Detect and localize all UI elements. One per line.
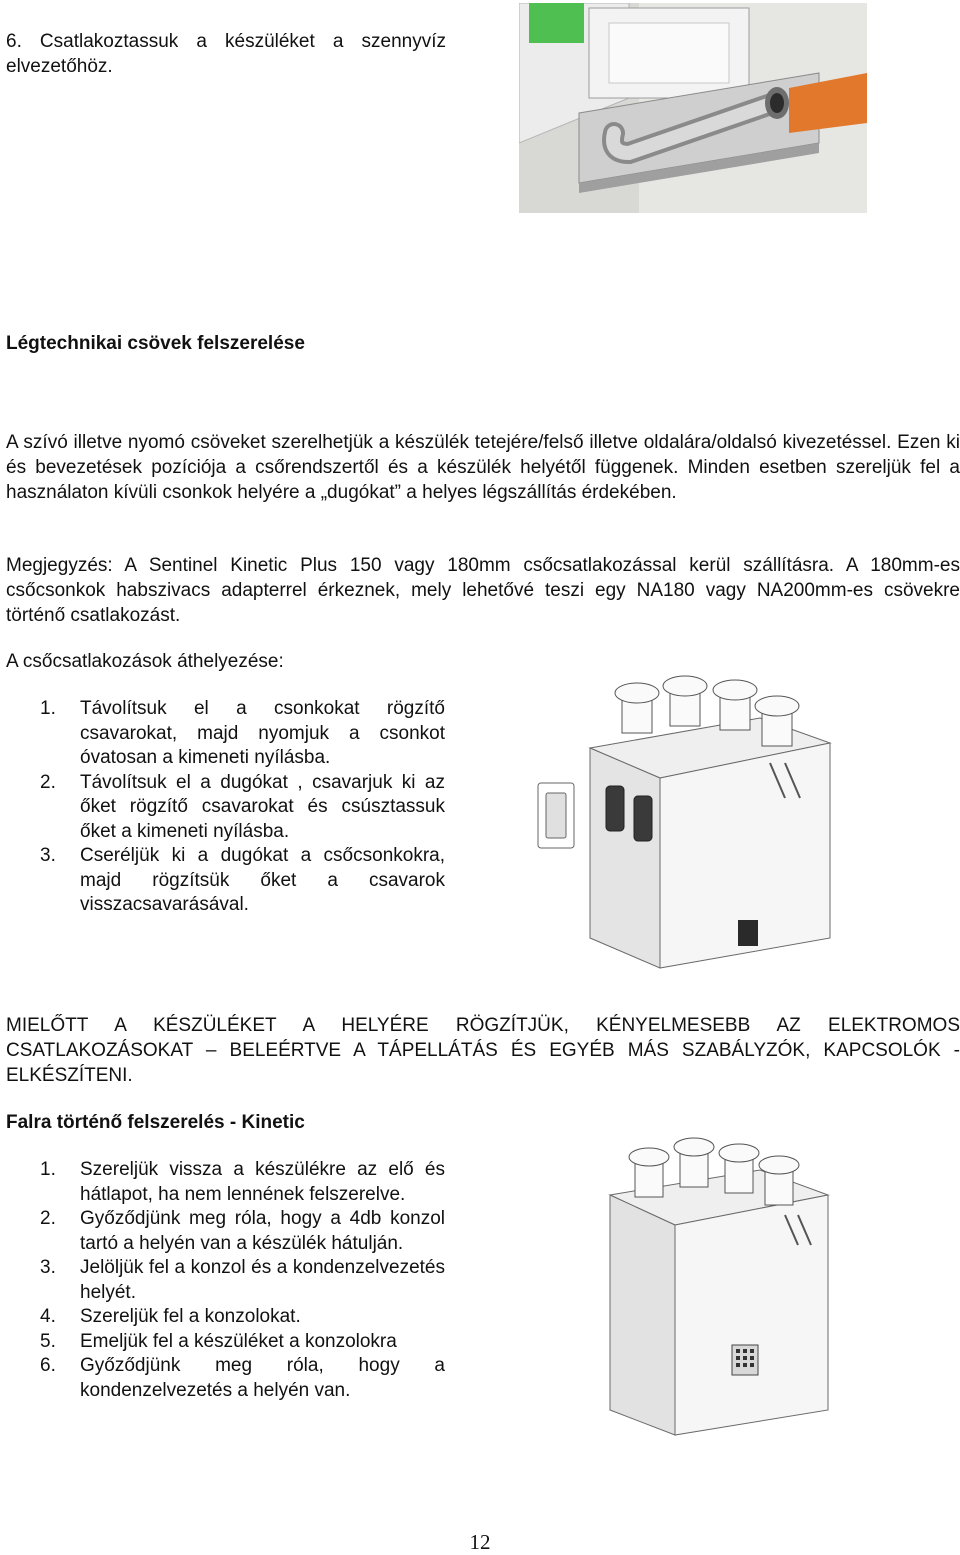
- list-item: 2. Távolítsuk el a dugókat , csavarjuk ki az őket rögzítő csavarokat és csúsztassuk őket a kimeneti nyílásba.: [40, 771, 445, 842]
- list-item: 1. Szereljük vissza a készülékre az elő és hátlapot, ha nem lennének felszerelve.: [40, 1159, 445, 1205]
- relocate-title: A csőcsatlakozások áthelyezése:: [6, 651, 284, 672]
- warning-text: MIELŐTT A KÉSZÜLÉKET A HELYÉRE RÖGZÍTJÜK, KÉNYELMESEBB AZ ELEKTROMOS CSATLAKOZÁSOKAT – BELEÉRTVE A TÁPELLÁTÁS ÉS EGYÉB MÁS SZABÁLYZÓK, KAPCSOLÓK - ELKÉSZÍTENI.: [6, 1015, 960, 1086]
- step-6-text: 6. Csatlakoztassuk a készüléket a szennyvíz elvezetőhöz.: [6, 31, 446, 77]
- wall-steps-list: [40, 1158, 445, 1403]
- unit-connectors-figure: [530, 668, 850, 973]
- page-number: 12: [469, 1530, 491, 1554]
- section-heading-wall: Falra történő felszerelés - Kinetic: [6, 1112, 305, 1133]
- list-item: 3. Jelöljük fel a konzol és a kondenzelvezetés helyét.: [40, 1257, 445, 1303]
- list-item: 2. Győződjünk meg róla, hogy a 4db konzol tartó a helyén van a készülék hátulján.: [40, 1208, 445, 1254]
- relocate-steps-list: [40, 697, 445, 918]
- paragraph-air-intro: A szívó illetve nyomó csöveket szerelhetjük a készülék tetejére/felső illetve oldalára/oldalsó kivezetéssel. Ezen ki és bevezetések pozíciója a csőrendszertől és a készülék helyétől függenek. Minden esetben szereljük fel a használaton kívüli csonkok helyére a „dugókat” a helyes légszállítás érdekében.: [6, 432, 960, 503]
- list-item: 5. Emeljük fel a készüléket a konzolokra: [40, 1330, 397, 1352]
- paragraph-note: Megjegyzés: A Sentinel Kinetic Plus 150 vagy 180mm csőcsatlakozással kerül szállításra. A 180mm-es csőcsonkok habszivacs adapterrel érkeznek, mely lehetővé teszi egy NA180 vagy NA200mm-es csövekre történő csatlakozást.: [6, 555, 960, 626]
- list-item: 6. Győződjünk meg róla, hogy a kondenzelvezetés a helyén van.: [40, 1355, 445, 1401]
- wall-mount-unit-figure: [600, 1135, 835, 1440]
- list-item: 1. Távolítsuk el a csonkokat rögzítő csavarokat, majd nyomjuk a csonkot óvatosan a kimeneti nyílásba.: [40, 698, 445, 768]
- section-heading-air: Légtechnikai csövek felszerelése: [6, 333, 305, 354]
- drain-connection-figure: [519, 3, 867, 213]
- list-item: 3. Cseréljük ki a dugókat a csőcsonkokra, majd rögzítsük őket a csavarok visszacsavarásával.: [40, 845, 445, 915]
- list-item: 4. Szereljük fel a konzolokat.: [40, 1306, 301, 1327]
